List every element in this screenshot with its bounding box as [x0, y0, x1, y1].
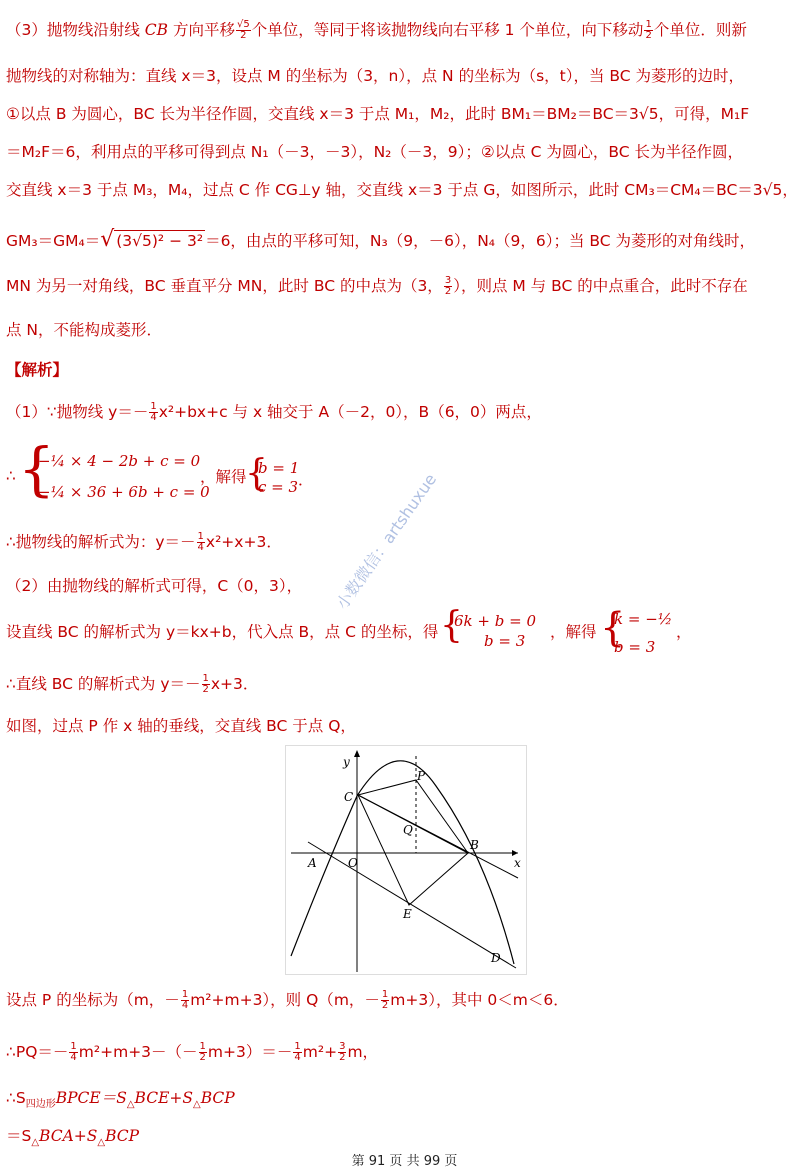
- solution-b: b = 1: [258, 459, 300, 477]
- label-c: C: [344, 790, 354, 804]
- label-e: E: [403, 907, 412, 921]
- sys2-eq1: k = −½: [614, 610, 673, 628]
- part2-line-5: 设点 P 的坐标为（m，－ $\frac{1}{4}$ m²+m+3），则 Q（m，－ $\frac{1}{2}$ m+3），其中 0＜m＜6．: [6, 989, 569, 1011]
- label-p: P: [417, 769, 426, 783]
- system-eq-2: −¼ × 36 + 6b + c = 0: [38, 483, 210, 501]
- solution-end: ．: [298, 471, 314, 489]
- label-a: A: [308, 856, 317, 870]
- part3-line-2: 抛物线的对称轴为：直线 x＝3，设点 M 的坐标为（3，n），点 N 的坐标为（s，t），当 BC 为菱形的边时，: [6, 67, 745, 85]
- sys1-eq1: 6k + b = 0: [454, 612, 536, 630]
- part2-line-3: ∴直线 BC 的解析式为 y＝－ $\frac{1}{2}$ x+3．: [6, 673, 259, 695]
- part3-line-4: ＝M₂F＝6，利用点的平移可得到点 N₁（－3，－3），N₂（－3，9）；②以点 C 为圆心，BC 长为半径作圆，: [6, 143, 744, 161]
- part2-line-6: ∴PQ＝－ $\frac{1}{4}$ m²+m+3－（－ $\frac{1}{2}$ m+3）＝－ $\frac{1}{4}$ m²+ $\frac{3}{2}$ m，: [6, 1041, 379, 1063]
- page-footer: 第 91 页 共 99 页: [351, 1154, 458, 1169]
- sys2-end: ，: [676, 623, 692, 641]
- part2-line-8: $=S_\triangle BCA+S_\triangle BCP$: [6, 1127, 140, 1148]
- label-o: O: [348, 856, 358, 870]
- label-y: y: [343, 755, 350, 769]
- label-b: B: [470, 838, 479, 852]
- geometry-figure: [285, 745, 527, 975]
- part3-line-7: MN 为另一对角线，BC 垂直平分 MN，此时 BC 的中点为（3， $\frac{3}{2}$ ），则点 M 与 BC 的中点重合，此时不存在: [6, 275, 748, 297]
- therefore-symbol: ∴: [6, 467, 16, 485]
- solve-label: ，解得: [200, 468, 247, 486]
- system-eq-1: −¼ × 4 − 2b + c = 0: [38, 452, 201, 470]
- analysis-heading: 【解析】: [6, 361, 69, 379]
- system-brace-4: {: [600, 605, 626, 651]
- label-q: Q: [403, 823, 413, 837]
- watermark-text: 小数微信：artshuxue: [332, 470, 441, 613]
- part1-result: ∴抛物线的解析式为：y＝－ $\frac{1}{4}$ x²+x+3．: [6, 531, 282, 553]
- system-brace-2: {: [245, 453, 268, 494]
- label-x: x: [514, 856, 521, 870]
- label-d: D: [491, 951, 501, 965]
- y-axis-arrow: [354, 750, 360, 757]
- part3-line-5: 交直线 x＝3 于点 M₃，M₄，过点 C 作 CG⊥y 轴，交直线 x＝3 于点 G，如图所示，此时 CM₃＝CM₄＝BC＝3√5，: [6, 181, 798, 199]
- system-brace-3: {: [440, 605, 463, 646]
- part2-line-1: （2）由抛物线的解析式可得，C（0，3），: [6, 577, 303, 595]
- quadrilateral-bpce: [358, 780, 468, 905]
- figure-svg: [286, 746, 526, 974]
- part1-line-1: （1）∵抛物线 y＝－ $\frac{1}{4}$ x²+bx+c 与 x 轴交于 A（－2，0），B（6，0）两点，: [6, 401, 542, 423]
- system-brace-1: {: [18, 435, 55, 503]
- part2-line-2: 设直线 BC 的解析式为 y＝kx+b，代入点 B，点 C 的坐标，得: [6, 623, 439, 641]
- part3-line-3: ①以点 B 为圆心，BC 长为半径作圆，交直线 x＝3 于点 M₁，M₂，此时 BM₁＝BM₂＝BC＝3√5，可得，M₁F: [6, 105, 750, 123]
- sys2-eq2: b = 3: [614, 638, 656, 656]
- solution-c: c = 3: [258, 478, 299, 496]
- part2-line-7: $\therefore S_{四边形}BPCE=S_\triangle BCE+S_\triangle BCP$: [6, 1089, 235, 1110]
- sys1-eq2: b = 3: [484, 632, 526, 650]
- part3-line-1: （3）抛物线沿射线 CB 方向平移 $\frac{√5}{2}$ 个单位，等同于将该抛物线向右平移 1 个单位，向下移动 $\frac{1}{2}$ 个单位．则新: [6, 19, 747, 41]
- parabola-curve: [291, 761, 514, 964]
- solve-label-2: ，解得: [550, 623, 597, 641]
- part2-line-4: 如图，过点 P 作 x 轴的垂线，交直线 BC 于点 Q，: [6, 717, 356, 735]
- part3-line-6: GM₃＝GM₄＝√ (3√5)² − 3² ＝6，由点的平移可知，N₃（9，－6），N₄（9，6）；当 BC 为菱形的对角线时，: [6, 227, 756, 252]
- part3-line-8: 点 N，不能构成菱形．: [6, 321, 163, 339]
